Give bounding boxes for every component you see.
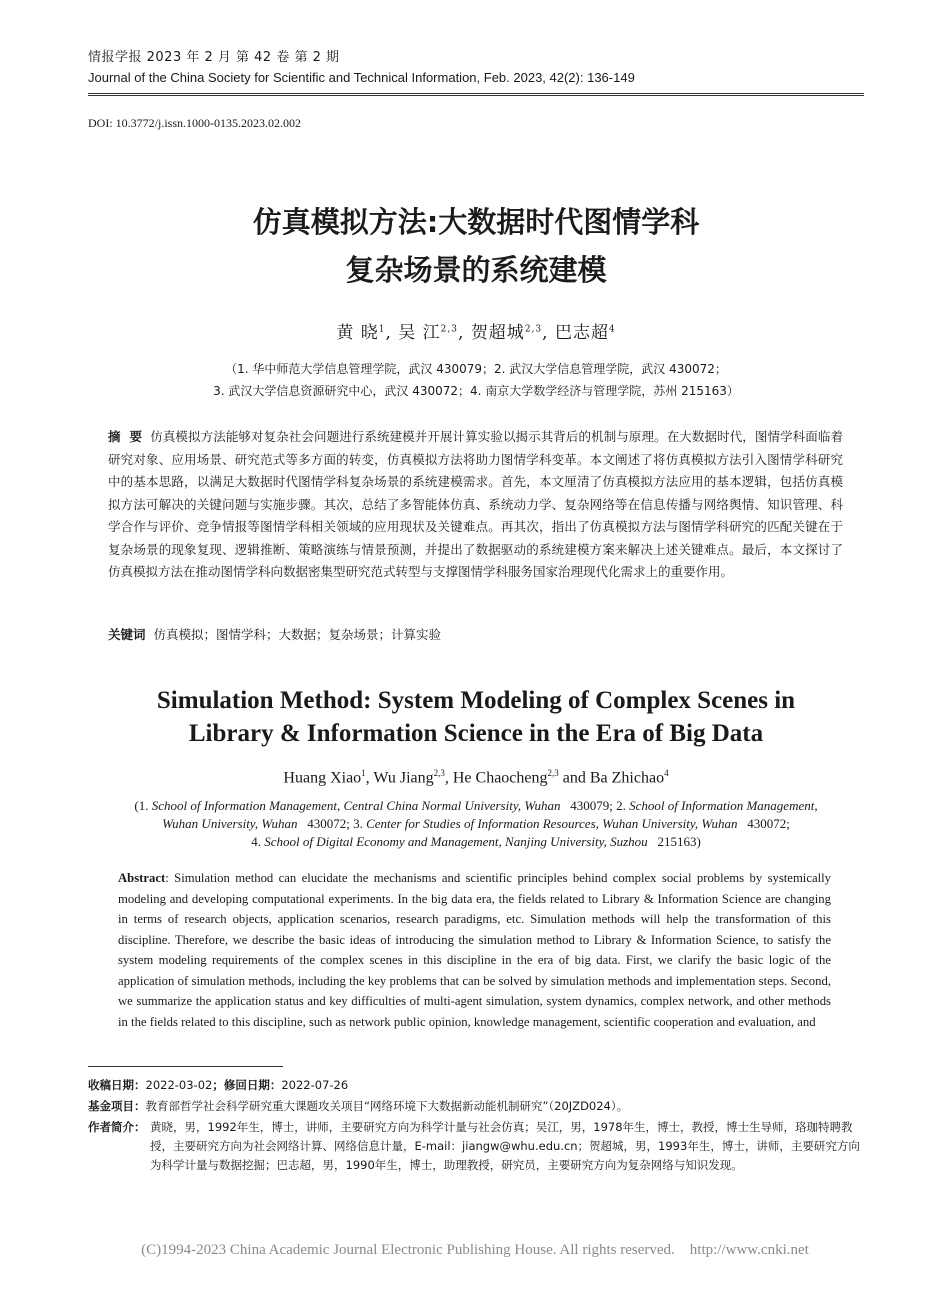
author-cn: 黄 晓: [336, 323, 379, 343]
aff-text: 4.: [251, 834, 265, 849]
aff-text: 215163): [647, 834, 701, 849]
aff-text: (1.: [134, 798, 152, 813]
author-sep: ,: [385, 323, 399, 343]
received-date: 2022-03-02: [145, 1078, 213, 1092]
author-en: Huang Xiao: [283, 769, 362, 787]
abstract-en-label: Abstract: [118, 871, 166, 885]
journal-header-cn: 情报学报 2023 年 2 月 第 42 卷 第 2 期: [88, 50, 340, 65]
affiliation-en-line3: [88, 833, 864, 851]
author-en: He Chaocheng: [452, 769, 548, 787]
author-sep: ,: [542, 323, 555, 343]
keywords-cn-label: 关键词: [108, 627, 146, 642]
footnote-fund: [88, 1097, 864, 1116]
abstract-cn-text: 仿真模拟方法能够对复杂社会问题进行系统建模并开展计算实验以揭示其背后的机制与原理。在大数据时代，图情学科面临着研究对象、应用场景、研究范式等多方面的转变，仿真模拟方法将助力图情学科变革。本文阐述了将仿真模拟方法引入图情学科研究中的基本思路，以满足大数据时代图情学科复杂场景的系统建模需求。首先，本文厘清了仿真模拟方法应用的基本逻辑，包括仿真模拟方法可解决的关键问题与实施步骤。其次，总结了多智能体仿真、系统动力学、复杂网络等在信息传播与网络舆情、知识管理、科学合作与评价、竞争情报等图情学科相关领域的应用现状及关键难点。再其次，指出了仿真模拟方法与图情学科研究的匹配关键在于复杂场景的现象复现、逻辑推断、策略演练与情景预测，并提出了数据驱动的系统建模方案来解决上述关键难点。最后，本文探讨了仿真模拟方法在推动图情学科向数据密集型研究范式转型与支撑图情学科服务国家治理现代化需求上的重要作用。: [108, 429, 843, 579]
author-sep: ,: [458, 323, 471, 343]
author-sup: 2,3: [440, 324, 458, 335]
author-en: Wu Jiang: [373, 769, 434, 787]
received-label: 收稿日期：: [88, 1078, 146, 1092]
fund-text: 教育部哲学社会科学研究重大课题攻关项目“网络环境下大数据新动能机制研究”（20JZD024）。: [145, 1099, 629, 1113]
aff-inst: School of Information Management,: [629, 798, 818, 813]
author-cn: 巴志超: [554, 323, 609, 343]
abstract-cn: [108, 426, 843, 584]
bio-label: 作者简介：: [88, 1120, 146, 1134]
copyright-notice: (C)1994-2023 China Academic Journal Electronic Publishing House. All rights reserved. http://www.cnki.net: [141, 1242, 809, 1258]
author-cn: 吴 江: [398, 323, 441, 343]
affiliation-cn-line1: （1. 华中师范大学信息管理学院，武汉 430079；2. 武汉大学信息管理学院，武汉 430072；: [225, 362, 727, 376]
affiliations-cn: [88, 358, 864, 402]
fund-label: 基金项目：: [88, 1099, 146, 1113]
affiliations-en: [88, 797, 864, 851]
doi: DOI: 10.3772/j.issn.1000-0135.2023.02.002: [88, 116, 301, 130]
abstract-en-text: Simulation method can elucidate the mechanisms and scientific principles behind complex social problems by systemically modeling and developing computational experiments. In the big data era, the fields related to Library & Information Science are changing in terms of research objects, application scenarios, research paradigms, etc. Simulation methods will help the transformation of this discipline. Therefore, we describe the basic ideas of introducing the simulation method to Library & Information Science, to satisfy the system modeling requirements of the complex scenes in this discipline in the era of big data. First, we clarify the basic logic of the application of simulation methods, including the key problems that can be solved by simulation methods and implementation steps. Second, we summarize the application status and key difficulties of multi-agent simulation, system dynamics, complex network, and other methods in the fields related to this discipline, such as network public opinion, knowledge management, scientific cooperation and evaluation, and: [118, 871, 831, 1029]
title-cn: [88, 198, 864, 294]
author-sup: 2,3: [524, 324, 543, 335]
author-sep: and: [558, 769, 590, 787]
aff-text: 430079; 2.: [560, 798, 630, 813]
revised-label: ；修回日期：: [212, 1078, 282, 1092]
author-sup: 2,3: [547, 768, 559, 778]
aff-inst: School of Digital Economy and Management, Nanjing University, Suzhou: [264, 834, 648, 849]
footnote-bio: [88, 1118, 864, 1175]
title-en: [88, 684, 864, 750]
footnote-rule: [88, 1066, 283, 1067]
affiliation-cn-line2: 3. 武汉大学信息资源研究中心，武汉 430072；4. 南京大学数学经济与管理学院，苏州 215163）: [213, 384, 739, 398]
title-en-line2: Library & Information Science in the Era of Big Data: [188, 720, 764, 747]
title-en-line1: Simulation Method: System Modeling of Complex Scenes in: [156, 687, 796, 714]
abstract-en: [118, 868, 831, 1032]
authors-cn: [88, 318, 864, 343]
author-sup: 1: [378, 324, 386, 335]
author-en: Ba Zhichao: [589, 769, 665, 787]
aff-inst: Wuhan University, Wuhan: [162, 816, 298, 831]
title-cn-line2: 复杂场景的系统建模: [345, 253, 607, 287]
journal-header-en: Journal of the China Society for Scientific and Technical Information, Feb. 2023, 42(2): 136-149: [88, 70, 635, 85]
footnote-dates: [88, 1076, 864, 1095]
author-sep: ,: [365, 769, 374, 787]
keywords-cn-text: 仿真模拟；图情学科；大数据；复杂场景；计算实验: [153, 627, 441, 642]
title-cn-line1: 仿真模拟方法:大数据时代图情学科: [252, 205, 700, 239]
aff-text: 430072;: [737, 816, 790, 831]
author-sup: 2,3: [433, 768, 445, 778]
abstract-cn-label: 摘 要: [108, 429, 143, 444]
abstract-en-colon: :: [165, 871, 175, 885]
author-sup: 1: [361, 768, 366, 778]
bio-text: 黄晓，男，1992年生，博士，讲师，主要研究方向为科学计量与社会仿真；吴江，男，1978年生，博士，教授，博士生导师，珞珈特聘教授，主要研究方向为社会网络计算、网络信息计量，E-mail：jiangw@whu.edu.cn；贺超城，男，1993年生，博士，讲师，主要研究方向为科学计量与数据挖掘；巴志超，男，1990年生，博士，助理教授，研究员，主要研究方向为复杂网络与知识发现。: [150, 1120, 860, 1172]
affiliation-en-line1: [88, 797, 864, 815]
author-cn: 贺超城: [470, 323, 525, 343]
revised-date: 2022-07-26: [281, 1078, 349, 1092]
keywords-cn: [108, 625, 843, 643]
authors-en: [88, 768, 864, 787]
aff-inst: Center for Studies of Information Resources, Wuhan University, Wuhan: [366, 816, 738, 831]
aff-text: 430072; 3.: [297, 816, 367, 831]
aff-inst: School of Information Management, Central China Normal University, Wuhan: [151, 798, 561, 813]
header-rule: [88, 93, 864, 96]
affiliation-en-line2: [88, 815, 864, 833]
author-sep: ,: [444, 769, 453, 787]
author-sup: 4: [608, 324, 616, 335]
author-sup: 4: [664, 768, 669, 778]
